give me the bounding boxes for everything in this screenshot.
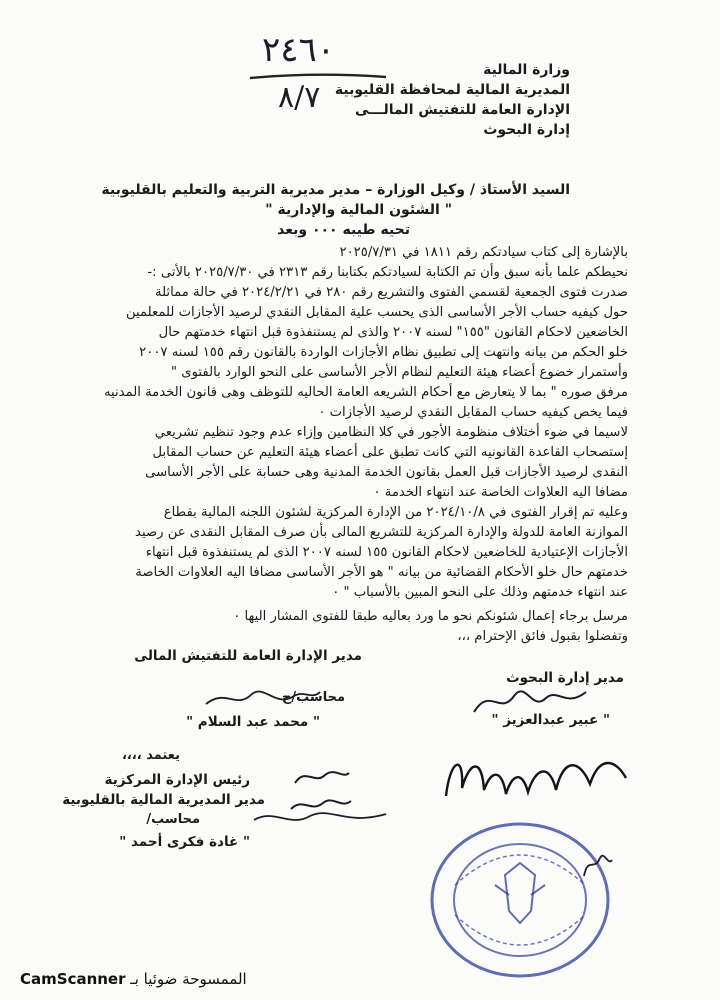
body-line: وتفضلوا بقبول فائق الإحترام ،،،: [457, 629, 628, 644]
greeting: تحيه طيبه ٠٠٠ وبعد: [277, 222, 410, 238]
approval-signature-scribble: [250, 806, 390, 830]
approval-title-2: مدير المديرية المالية بالقليوبية: [62, 792, 265, 808]
body-line: مرسل برجاء إعمال شئونكم نحو ما ورد بعاليه طبقا للفتوى المشار اليها ٠: [233, 609, 628, 624]
addressee: السيد الأستاذ / وكيل الوزارة – مدير مديرية التربية والتعليم بالقليوبية: [101, 182, 570, 198]
body-line: مضافا اليه العلاوات الخاصة عند انتهاء الخدمة ٠: [373, 485, 628, 500]
body-line: الموازنة العامة للدولة والإدارة المركزية للتشريع المالى بأن صرف المقابل النقدى عن رصيد: [135, 525, 628, 540]
handwritten-ref-date: ٨/٧: [278, 80, 321, 115]
body-line: وعليه تم إقرار الفتوى في ٢٠٢٤/١٠/٨ من الإدارة المركزية لشئون اللجنه المالية بقطاع: [163, 505, 628, 520]
official-stamp-seal: [425, 815, 615, 985]
header-directorate: المديرية المالية لمحافظة القليوبية: [334, 82, 570, 98]
signature-scribble-right: [470, 682, 590, 722]
signatory-name-inspection: " محمد عبد السلام ": [186, 714, 320, 730]
camscanner-watermark: [20, 970, 247, 988]
signatory-accountant-line: محاسب/ح: [282, 690, 345, 705]
body-line: بالإشارة إلى كتاب سيادتكم رقم ١٨١١ في ٢٠٢٥/٧/٣١: [339, 245, 628, 260]
camscanner-text: الممسوحة ضوئيا بـ: [130, 970, 247, 988]
signatory-title-research: مدير إدارة البحوث: [506, 670, 624, 686]
body-line: مرفق صوره " بما لا يتعارض مع أحكام الشريعه العامة الحاليه للتوظف وهى قانون الخدمة المدنيه: [103, 385, 628, 400]
approval-accountant-line: محاسب/: [146, 812, 200, 827]
approval-name: " غادة فكرى أحمد ": [119, 834, 250, 850]
body-line: وأستمرار خضوع أعضاء هيئة التعليم لنظام الأجر الأساسى على النحو الوارد بالفتوى ": [171, 365, 628, 380]
seal-handwritten-mark: [578, 846, 618, 886]
header-ministry: وزارة المالية: [483, 62, 570, 78]
body-line: نحيطكم علما بأنه سبق وأن تم الكتابة لسيادتكم بكتابنا رقم ٢٣١٣ في ٢٠٢٥/٧/٣٠ بالأتى :-: [147, 265, 628, 280]
body-line: لاسيما في ضوء أختلاف منظومة الأجور في كلا النظامين وإزاء عدم وجود تنظيم تشريعي: [154, 425, 628, 440]
body-line: حول كيفيه حساب الأجر الأساسى الذى يحسب علية المقابل النقدي لرصيد الأجازات للمعلمين: [126, 305, 628, 320]
camscanner-brand: CamScanner: [20, 970, 126, 988]
body-line: عند انتهاء خدمتهم وذلك على النحو المبين بالأسباب " ٠: [332, 585, 628, 600]
body-line: الأجازات الإعتيادية للخاضعين لاحكام القانون ١٥٥ لسنه ٢٠٠٧ الذى لم يستنفذوة قبل انتهاء: [145, 545, 628, 560]
body-line: فيما يخص كيفيه حساب المقابل النقدي لرصيد الأجازات ٠: [318, 405, 628, 420]
director-signature: [440, 740, 630, 810]
signatory-name-research: " عبير عبدالعزيز ": [491, 712, 610, 728]
body-line: إستصحاب القاعدة القانونيه التي كانت تطبق على أعضاء هيئة التعليم عن حساب المقابل: [152, 445, 628, 460]
addressee-department: " الشئون المالية والإدارية ": [265, 202, 452, 218]
body-line: النقدى لرصيد الأجازات قبل العمل بقانون الخدمة المدنية وهى حسابة على الأجر الأساسى: [145, 465, 628, 480]
signatory-title-inspection: مدير الإدارة العامة للتفتيش المالى: [134, 648, 362, 664]
body-line: خدمتهم حال خلو الأحكام القضائية من بيانه " هو الأجر الأساسى مضافا اليه العلاوات الخاصة: [135, 565, 628, 580]
approval-title-1: رئيس الإدارة المركزية: [104, 772, 250, 788]
body-line: خلو الحكم من بيانه وانتهت إلى تطبيق نظام الأجازات الواردة بالقانون رقم ١٥٥ لسنه ٢٠٠٧: [139, 345, 628, 360]
approval-label: يعتمد ،،،،: [121, 748, 180, 763]
body-line: الخاضعين لاحكام القانون "١٥٥" لسنه ٢٠٠٧ والذى لم يستنفذوة قبل انتهاء خدمتهم حال: [158, 325, 628, 340]
signature-scribble-left: [202, 684, 322, 714]
body-line: صدرت فتوى الجمعية لقسمي الفتوى والتشريع رقم ٢٨٠ في ٢٠٢٤/٢/٢١ في حالة مماثلة: [155, 285, 628, 300]
header-research-dept: إدارة البحوث: [483, 122, 570, 138]
header-general-admin: الإدارة العامة للتفتيش المالـــى: [355, 102, 570, 118]
handwritten-reference-number: ٢٤٦٠: [262, 30, 336, 70]
